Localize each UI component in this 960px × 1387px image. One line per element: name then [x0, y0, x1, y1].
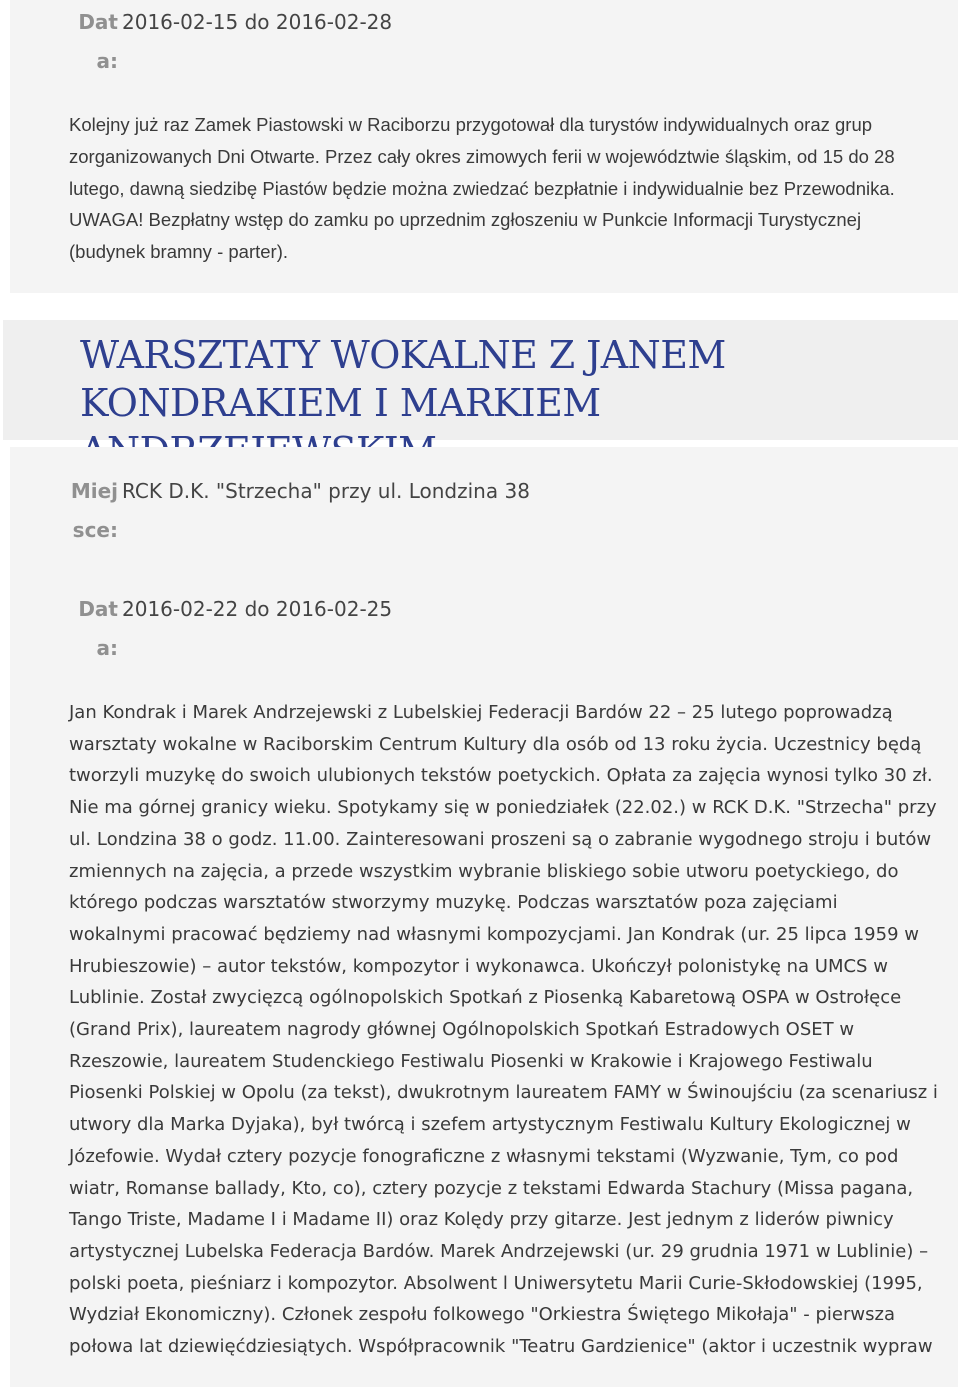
event-description: Kolejny już raz Zamek Piastowski w Raciborzu przygotował dla turystów indywidualnych oraz grup zorganizowanych Dni Otwarte. Przez cały okres zimowych ferii w województwie śląskim, od 15 do 28 lutego, dawną siedzibę Piastów będzie można zwiedzać bezpłatnie i indywidualnie bez Przewodnika. UWAGA! Bezpłatny wstęp do zamku po uprzednim zgłoszeniu w Punkcie Informacji Turystycznej (budynek bramny - parter). [69, 114, 895, 263]
event-card [10, 447, 958, 1387]
place-label: Miejsce: [70, 479, 118, 542]
date-value: 2016-02-22 do 2016-02-25 [122, 597, 393, 621]
date-label: Data: [78, 10, 118, 73]
date-label: Data: [78, 597, 118, 660]
event-card [10, 0, 958, 293]
event-description: Jan Kondrak i Marek Andrzejewski z Lubelskiej Federacji Bardów 22 – 25 lutego poprowadzą warsztaty wokalne w Raciborskim Centrum Kultury dla osób od 13 roku życia. Uczestnicy będą tworzyli muzykę do swoich ulubionych tekstów poetyckich. Opłata za zajęcia wynosi tylko 30 zł. Nie ma górnej granicy wieku. Spotykamy się w poniedziałek (22.02.) w RCK D.K. "Strzecha" przy ul. Londzina 38 o godz. 11.00. Zainteresowani proszeni są o zabranie wygodnego stroju i butów zmiennych na zajęcia, a przede wszystkim wybranie bliskiego sobie utworu poetyckiego, do którego podczas warsztatów stworzymy muzykę. Podczas warsztatów poza zajęciami wokalnymi pracować będziemy nad własnymi kompozycjami. Jan Kondrak (ur. 25 lipca 1959 w Hrubieszowie) – autor tekstów, kompozytor i wykonawca. Ukończył polonistykę na UMCS w Lublinie. Został zwycięzcą ogólnopolskich Spotkań z Piosenką Kabaretową OSPA w Ostrołęce (Grand Prix), laureatem nagrody głównej Ogólnopolskich Spotkań Estradowych OSET w Rzeszowie, laureatem Studenckiego Festiwalu Piosenki w Krakowie i Krajowego Festiwalu Piosenki Polskiej w Opolu (za tekst), dwukrotnym laureatem FAMY w Świnoujściu (za scenariusz i utwory dla Marka Dyjaka), był twórcą i szefem artystycznym Festiwalu Kultury Ekologicznej w Józefowie. Wydał cztery pozycje fonograficzne z własnymi tekstami (Wyzwanie, Tym, co pod wiatr, Romanse ballady, Kto, co), cztery pozycje z tekstami Edwarda Stachury (Missa pagana, Tango Triste, Madame I i Madame II) oraz Kolędy przy gitarze. Jest jednym z liderów piwnicy artystycznej Lubelska Federacja Bardów. Marek Andrzejewski (ur. 29 grudnia 1971 w Lublinie) – polski poeta, pieśniarz i kompozytor. Absolwent l Uniwersytetu Marii Curie-Skłodowskiej (1995, Wydział Ekonomiczny). Członek zespołu folkowego "Orkiestra Świętego Mikołaja" - pierwsza połowa lat dziewięćdziesiątych. Współpracownik "Teatru Gardzienice" (aktor i uczestnik wypraw [69, 702, 938, 1358]
place-value: RCK D.K. "Strzecha" przy ul. Londzina 38 [122, 479, 530, 503]
date-value: 2016-02-15 do 2016-02-28 [122, 10, 393, 34]
event-title[interactable]: WARSZTATY WOKALNE Z JANEM KONDRAKIEM I MARKIEM [80, 333, 726, 425]
